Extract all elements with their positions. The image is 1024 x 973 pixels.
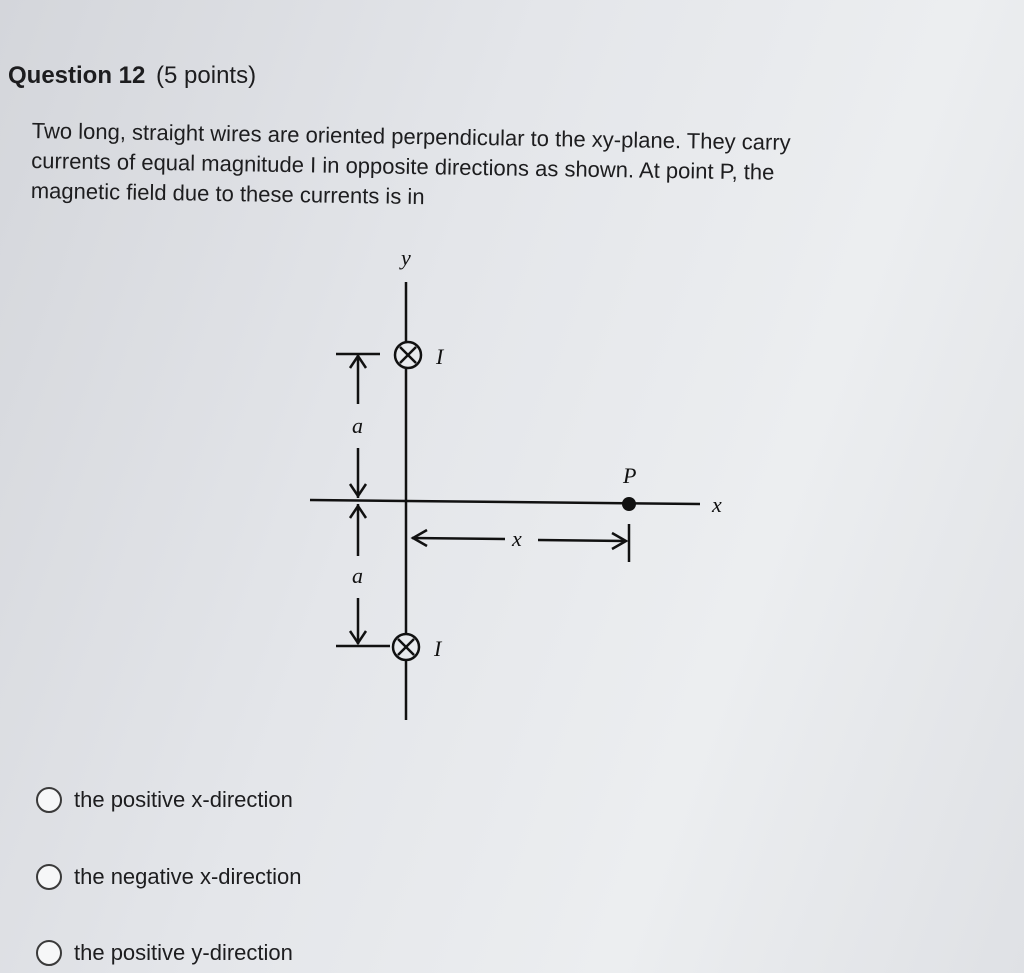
radio-button[interactable] [36,940,62,966]
bottom-wire-into-page-icon [393,634,419,660]
top-wire-into-page-icon [395,342,421,368]
upper-distance-label: a [352,413,363,438]
answer-option-label: the positive x-direction [74,787,293,812]
question-points: (5 points) [156,62,257,89]
question-prompt-line: Two long, straight wires are oriented perpendicular to the xy-plane. They carry [31,117,791,155]
point-p-label: P [623,463,637,488]
point-p-dot [622,497,636,511]
x-axis [310,500,700,504]
radio-button[interactable] [36,787,62,813]
question-title: Question 12 [8,62,146,89]
x-axis-label: x [712,492,722,517]
question-header [8,62,256,90]
bottom-wire-current-label: I [434,636,442,661]
question-prompt-line: magnetic field due to these currents is in [30,177,425,210]
horizontal-distance-marker [412,524,629,562]
y-axis-label: y [401,245,411,270]
lower-distance-marker [336,504,390,646]
answer-option-positive-x[interactable] [36,782,293,818]
radio-button[interactable] [36,864,62,890]
question-prompt [31,116,962,221]
question-prompt-line: currents of equal magnitude I in opposite directions as shown. At point P, the [31,147,775,185]
lower-distance-label: a [352,563,363,588]
answer-option-label: the negative x-direction [74,864,302,889]
upper-distance-marker [336,354,380,498]
answer-option-positive-y[interactable] [36,935,293,971]
answer-option-negative-x[interactable] [36,859,301,895]
answer-option-label: the positive y-direction [74,940,293,965]
top-wire-current-label: I [436,344,444,369]
horizontal-distance-label: x [512,526,522,551]
